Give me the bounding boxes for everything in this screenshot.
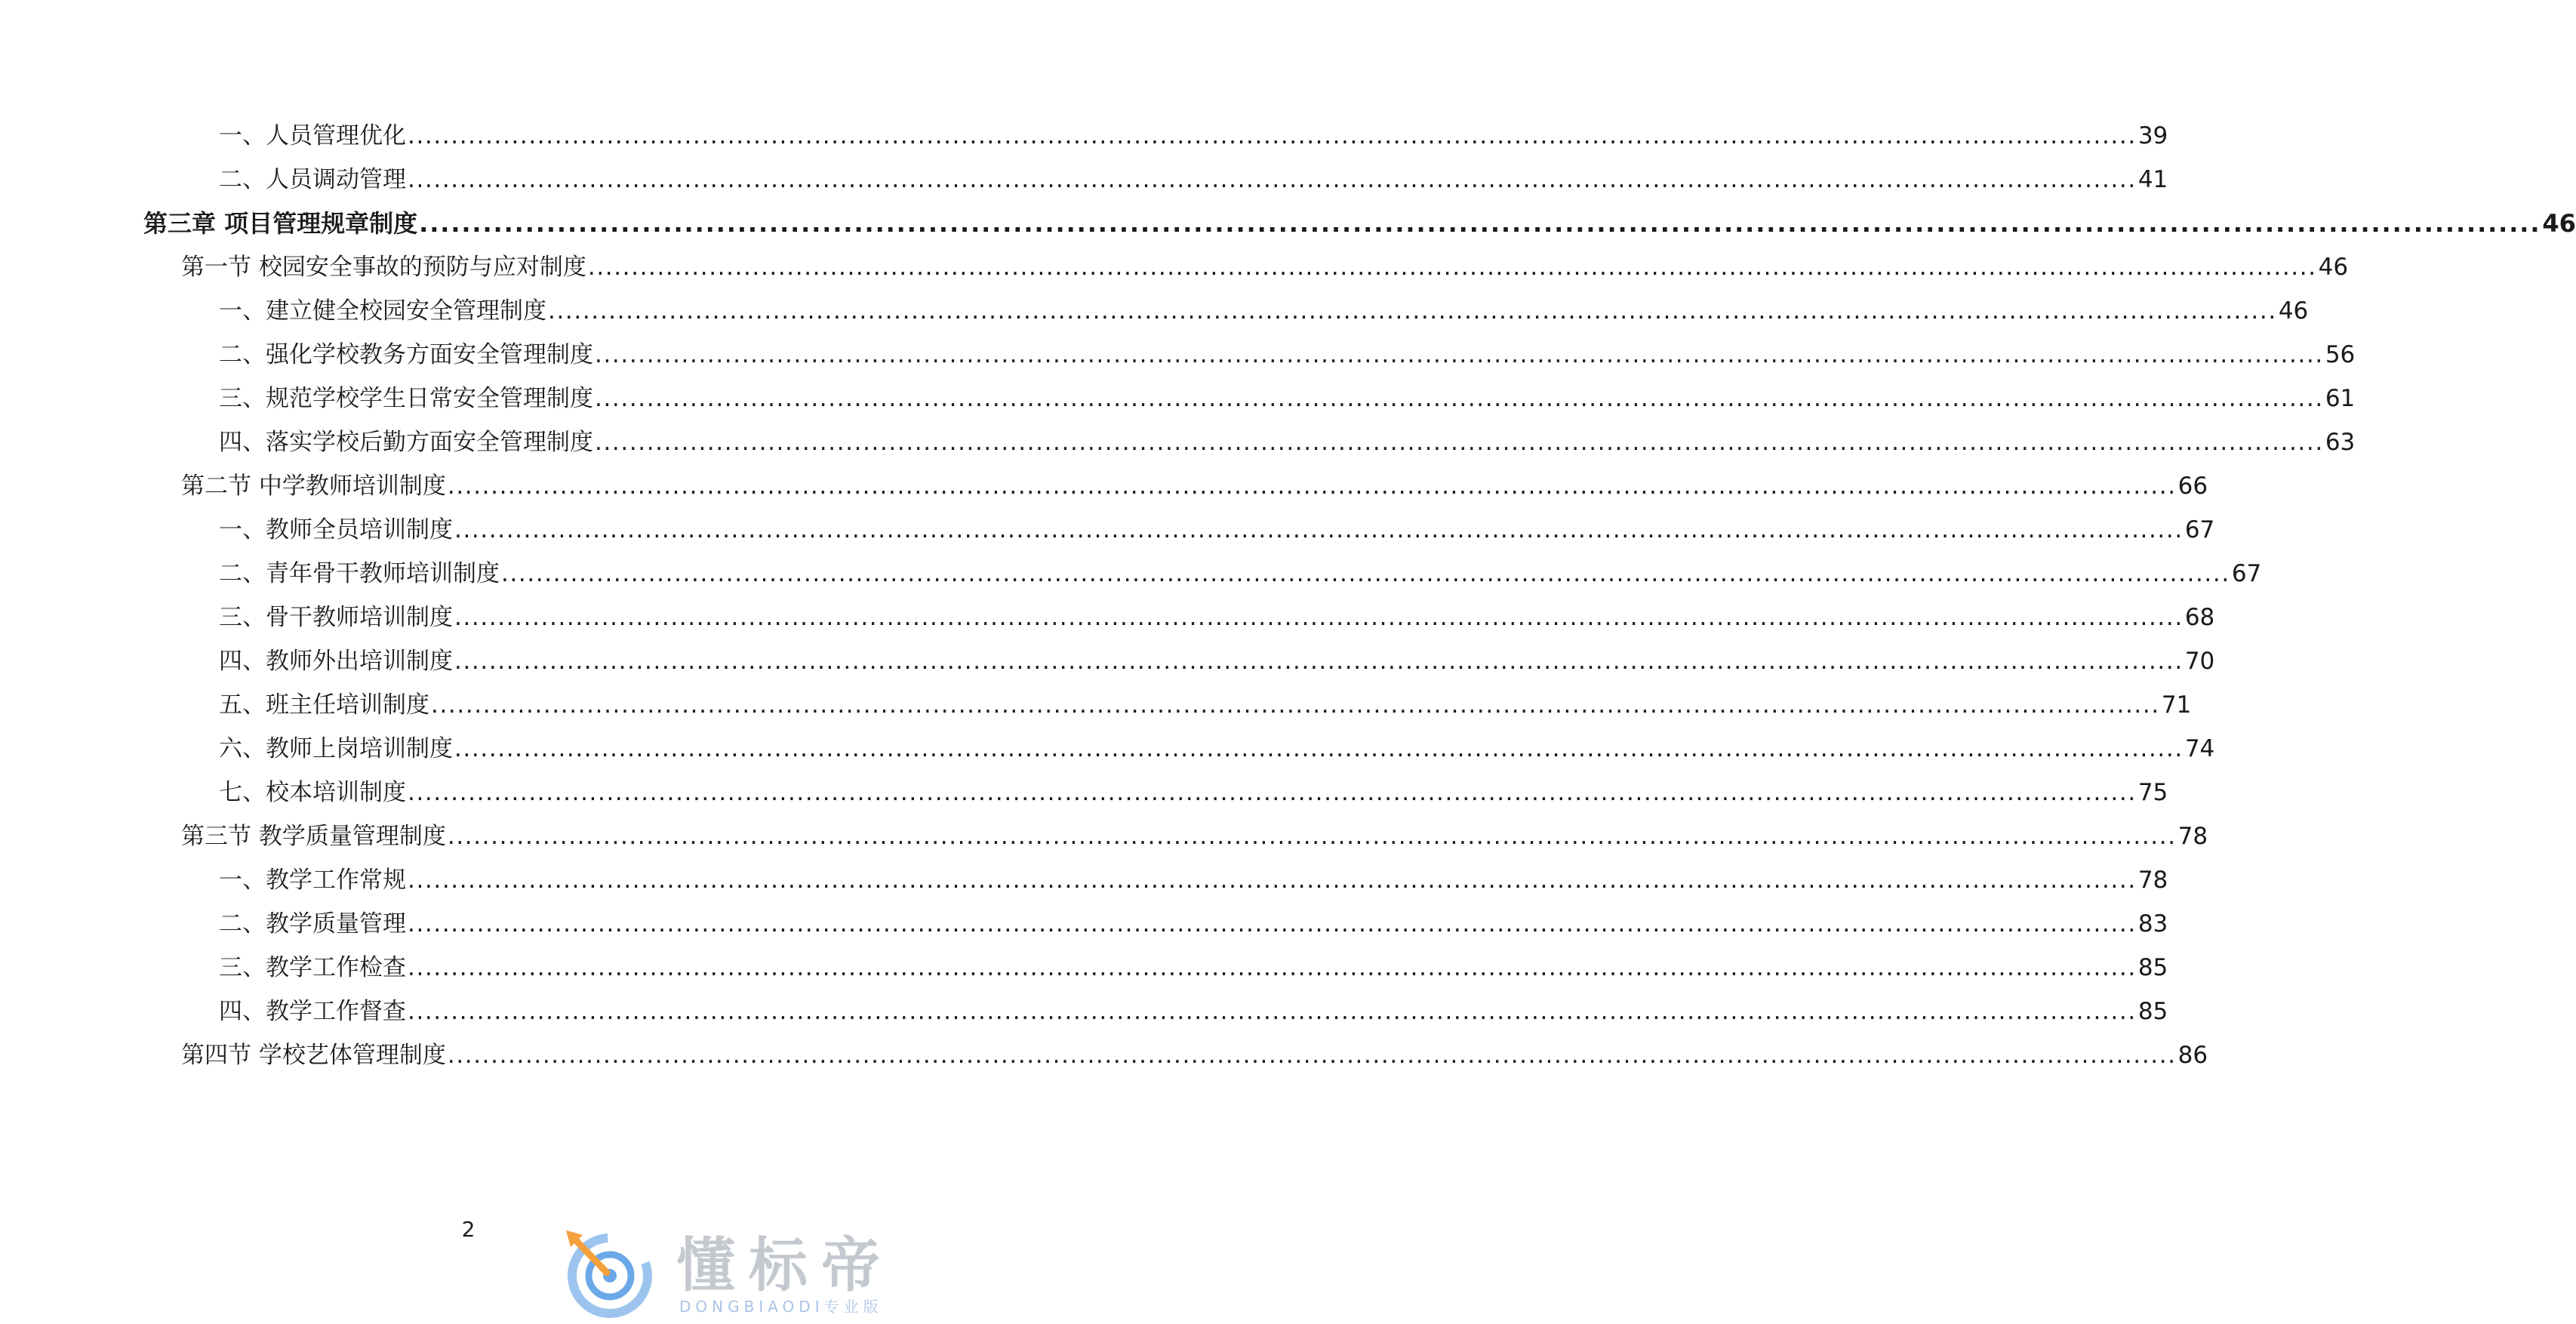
toc-dot-leader: ........................................................................................................................................................................................................ <box>595 385 2324 412</box>
toc-entry[interactable] <box>219 953 2168 983</box>
toc-entry[interactable] <box>219 909 2168 939</box>
toc-entry[interactable] <box>219 996 2168 1027</box>
toc-dot-leader: ........................................................................................................................................................................................................ <box>454 735 2184 762</box>
toc-dot-leader: ........................................................................................................................................................................................................ <box>419 209 2541 238</box>
toc-entry-title: 二、教学质量管理 <box>219 910 406 938</box>
toc-entry-title: 三、教学工作检查 <box>219 954 406 981</box>
toc-entry-title: 一、人员管理优化 <box>219 122 406 149</box>
toc-section-entry[interactable] <box>181 252 2349 282</box>
toc-entry-title: 三、骨干教师培训制度 <box>219 604 453 631</box>
toc-dot-leader: ........................................................................................................................................................................................................ <box>454 648 2184 675</box>
toc-entry-page: 41 <box>2137 166 2168 193</box>
toc-dot-leader: ........................................................................................................................................................................................................ <box>408 910 2137 938</box>
toc-entry-title: 第三节 教学质量管理制度 <box>181 823 446 850</box>
toc-entry-title: 二、青年骨干教师培训制度 <box>219 560 500 587</box>
toc-dot-leader: ........................................................................................................................................................................................................ <box>447 1042 2177 1069</box>
toc-entry[interactable] <box>219 515 2215 545</box>
toc-entry[interactable] <box>219 777 2168 808</box>
toc-entry-title: 七、校本培训制度 <box>219 779 406 806</box>
toc-entry-page: 56 <box>2325 341 2356 368</box>
toc-entry-title: 二、强化学校教务方面安全管理制度 <box>219 341 593 368</box>
toc-section-entry[interactable] <box>181 1040 2208 1070</box>
page-number: 2 <box>461 1217 475 1242</box>
toc-dot-leader: ........................................................................................................................................................................................................ <box>408 166 2137 193</box>
toc-dot-leader: ........................................................................................................................................................................................................ <box>595 341 2324 368</box>
toc-entry-page: 39 <box>2137 122 2168 149</box>
toc-entry-title: 三、规范学校学生日常安全管理制度 <box>219 385 593 412</box>
toc-entry-title: 四、教师外出培训制度 <box>219 648 453 675</box>
toc-entry-title: 一、教学工作常规 <box>219 867 406 894</box>
toc-entry-page: 78 <box>2177 823 2208 850</box>
toc-entry[interactable] <box>219 734 2215 764</box>
toc-entry-page: 70 <box>2184 648 2215 675</box>
watermark <box>563 1229 925 1319</box>
toc-entry-page: 86 <box>2177 1042 2208 1069</box>
toc-dot-leader: ........................................................................................................................................................................................................ <box>501 560 2230 587</box>
toc-dot-leader: ........................................................................................................................................................................................................ <box>447 823 2177 850</box>
toc-entry-page: 74 <box>2184 735 2215 762</box>
toc-entry-title: 第二节 中学教师培训制度 <box>181 473 446 500</box>
toc-dot-leader: ........................................................................................................................................................................................................ <box>408 867 2137 894</box>
toc-entry-title: 六、教师上岗培训制度 <box>219 735 453 762</box>
toc-dot-leader: ........................................................................................................................................................................................................ <box>454 604 2184 631</box>
toc-entry-page: 85 <box>2137 954 2168 981</box>
toc-entry-page: 61 <box>2325 385 2356 412</box>
toc-entry[interactable] <box>219 427 2356 457</box>
toc-entry-title: 一、建立健全校园安全管理制度 <box>219 297 546 325</box>
toc-entry[interactable] <box>219 602 2215 633</box>
toc-entry-title: 第四节 学校艺体管理制度 <box>181 1042 446 1069</box>
toc-dot-leader: ........................................................................................................................................................................................................ <box>595 429 2324 456</box>
toc-entry-title: 五、班主任培训制度 <box>219 691 429 719</box>
toc-entry-title: 一、教师全员培训制度 <box>219 516 453 543</box>
toc-entry-title: 第一节 校园安全事故的预防与应对制度 <box>181 254 586 281</box>
toc-entry-page: 85 <box>2137 998 2168 1025</box>
toc-entry[interactable] <box>219 690 2192 720</box>
toc-entry-page: 46 <box>2278 297 2309 325</box>
toc-chapter-entry[interactable] <box>143 208 2576 239</box>
toc-dot-leader: ........................................................................................................................................................................................................ <box>587 254 2317 281</box>
toc-dot-leader: ........................................................................................................................................................................................................ <box>408 954 2137 981</box>
toc-entry[interactable] <box>219 865 2168 895</box>
toc-dot-leader: ........................................................................................................................................................................................................ <box>454 516 2184 543</box>
toc-entry[interactable] <box>219 383 2356 414</box>
toc-entry[interactable] <box>219 559 2262 589</box>
toc-entry-title: 二、人员调动管理 <box>219 166 406 193</box>
toc-entry-title: 四、落实学校后勤方面安全管理制度 <box>219 429 593 456</box>
toc-dot-leader: ........................................................................................................................................................................................................ <box>431 691 2160 719</box>
watermark-brand: 懂标帝 <box>676 1232 894 1300</box>
toc-entry-page: 67 <box>2184 516 2215 543</box>
toc-entry[interactable] <box>219 296 2309 326</box>
toc-entry-page: 75 <box>2137 779 2168 806</box>
toc-entry[interactable] <box>219 165 2168 195</box>
toc-entry-page: 78 <box>2137 867 2168 894</box>
toc-entry-page: 68 <box>2184 604 2215 631</box>
toc-entry[interactable] <box>219 121 2168 151</box>
toc-entry-page: 46 <box>2542 209 2576 238</box>
toc-entry[interactable] <box>219 646 2215 676</box>
toc-entry-page: 71 <box>2161 691 2192 719</box>
toc-dot-leader: ........................................................................................................................................................................................................ <box>408 779 2137 806</box>
toc-entry-title: 四、教学工作督查 <box>219 998 406 1025</box>
toc-section-entry[interactable] <box>181 471 2208 501</box>
watermark-subtitle: DONGBIAODI专业版 <box>679 1298 883 1316</box>
toc-entry[interactable] <box>219 340 2356 370</box>
target-logo-icon <box>563 1229 654 1319</box>
toc-entry-page: 63 <box>2325 429 2356 456</box>
toc-entry-page: 66 <box>2177 473 2208 500</box>
toc-dot-leader: ........................................................................................................................................................................................................ <box>408 998 2137 1025</box>
toc-dot-leader: ........................................................................................................................................................................................................ <box>548 297 2277 325</box>
toc-entry-page: 83 <box>2137 910 2168 938</box>
toc-entry-title: 第三章 项目管理规章制度 <box>143 209 418 238</box>
toc-entry-page: 67 <box>2231 560 2262 587</box>
toc-section-entry[interactable] <box>181 821 2208 851</box>
toc-entry-page: 46 <box>2318 254 2349 281</box>
toc-dot-leader: ........................................................................................................................................................................................................ <box>408 122 2137 149</box>
toc-dot-leader: ........................................................................................................................................................................................................ <box>447 473 2177 500</box>
